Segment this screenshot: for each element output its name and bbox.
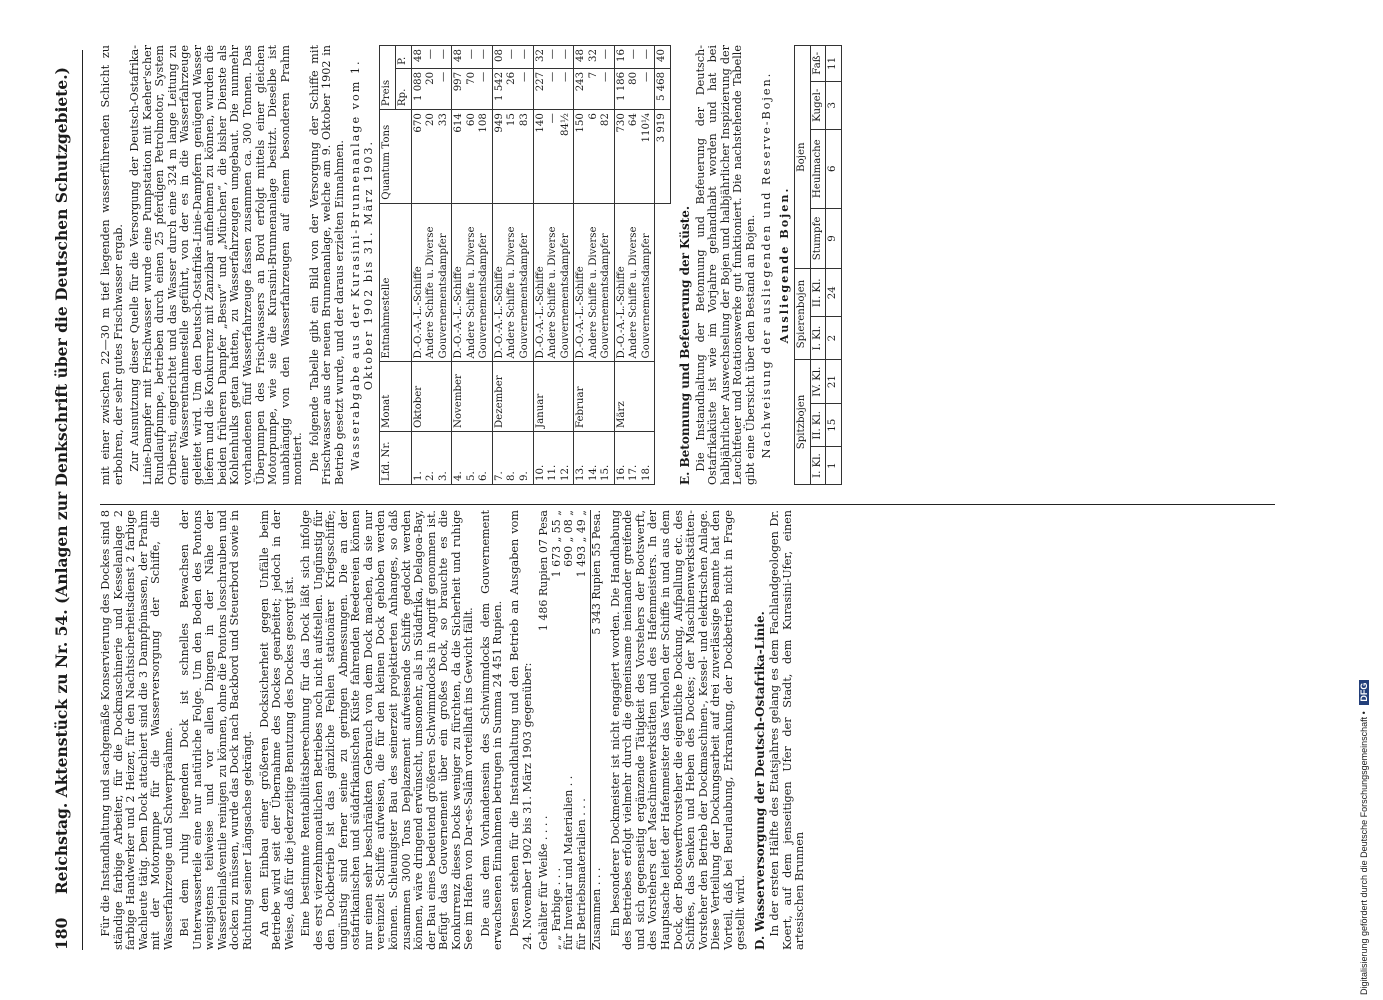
- table-row: [533, 46, 574, 485]
- buoy-count: 3: [826, 81, 842, 129]
- row-source: D.-O.-A.-L.-Schiffe Andere Schiffe u. Diverse Gouvernementsdampfer: [452, 203, 493, 362]
- row-rupees: 243 7 —: [574, 68, 615, 109]
- col-header: II. Kl.: [810, 269, 826, 317]
- expense-label: für Betriebsmaterialien . . .: [574, 798, 588, 950]
- table-title: Nachweisung der ausliegenden und Reserve-Bojen.: [760, 71, 774, 459]
- table-row: [452, 46, 493, 485]
- expense-amount: 1 673 „ 55 „: [549, 510, 563, 578]
- row-source: D.-O.-A.-L.-Schiffe Andere Schiffe u. Diverse Gouvernementsdampfer: [533, 203, 574, 362]
- paragraph: An dem Einbau einer größeren Docksicherheit gegen Unfälle beim Betriebe wird seit der Übernahme des Dockes gearbeitet; jedoch in der Weise, daß für die jederzeitige Benutzung des Dockes gesorgt ist.: [257, 510, 296, 950]
- left-column: [100, 510, 811, 950]
- row-month: Februar: [574, 362, 615, 432]
- expense-total-row: [590, 510, 604, 950]
- expense-label: für Inventar und Materialien . .: [562, 775, 576, 950]
- table-header-row: [795, 46, 811, 485]
- col-header: I. Kl.: [810, 317, 826, 360]
- row-pesa: 16 — —: [614, 46, 655, 69]
- table-row: [574, 46, 615, 485]
- col-header-tons: Quantum Tons: [380, 110, 411, 204]
- expense-amount: 690 „ 08 „: [562, 510, 576, 567]
- row-pesa: 48 32 —: [574, 46, 615, 69]
- paragraph: Zur Ausnutzung dieser Quelle für die Versorgung der Deutsch-Ostafrika-Linie-Dampfer mit Frischwasser wurde eine Pumpstation mit Kaeher'scher Rundlaufpumpe, betrieben durch einen 25 pferdigen Petrolmotor, System Oribersti, eingerichtet und das Wasser durch eine 324 m lange Leitung zu einer Wasserentnahmestelle geführt, von der es in die Wasserfahrzeuge geleitet wird. Um den Deutsch-Ostafrika-Linie-Dampfern genügend Wasser liefern und die Konkurrenz mit Zanzibar aufnehmen zu können, wurden die beiden früheren Dampfer „Besuv“ und „München“, die bisher Dienste als Kohlenhulks getan hatten, zu Wasserfahrzeugen umgebaut. Die nunmehr vorhandenen fünf Wasserfahrzeuge fassen zusammen ca. 300 Tonnen. Das Überpumpen des Frischwassers an Bord erfolgt mittels einer gleichen Motorpumpe, wie sie die Kurasini-Brunnenanlage besitzt. Dieselbe ist unabhängig von den Wasserfahrzeugen auf einem besonderen Prahm montiert.: [128, 45, 305, 485]
- row-tons: 730 64 110¼: [614, 110, 655, 204]
- credit-text: Digitalisierung gefördert durch die Deutsche Forschungsgemeinschaft •: [1359, 711, 1369, 995]
- table-row: [614, 46, 655, 485]
- row-tons: 949 15 83: [492, 110, 533, 204]
- section-heading: E. Betonnung und Befeuerung der Küste.: [677, 205, 692, 485]
- row-numbers: 16. 17. 18.: [614, 432, 655, 485]
- row-rupees: 1 186 80 —: [614, 68, 655, 109]
- buoy-table: [794, 45, 842, 485]
- buoy-count: 15: [826, 404, 842, 447]
- col-header: IV. Kl.: [810, 359, 826, 404]
- paragraph: Die folgende Tabelle gibt ein Bild von der Versorgung der Schiffe mit Frischwasser aus der neuen Brunnenanlage, welche am 9. Oktober 1902 in Betrieb gesetzt wurde, und der daraus erzielten Einnahmen.: [307, 45, 346, 485]
- row-numbers: 7. 8. 9.: [492, 432, 533, 485]
- row-numbers: 10. 11. 12.: [533, 432, 574, 485]
- paragraph: Die aus dem Vorhandensein des Schwimmdocks dem Gouvernement erwachsenen Einnahmen betrugen in Summa 24 451 Rupien.: [478, 510, 505, 950]
- digitization-credit: [1359, 10, 1377, 995]
- paragraph: Ein besonderer Dockmeister ist nicht engagiert worden. Die Handhabung des Betriebes erfolgt vielmehr durch die gemeinsame ineinander greifende und sich gegenseitig ergänzende Tätigkeit des Vorstehers der Bootswerft, des Vorstehers der Maschinenwerkstätten und des Hafenmeisters. In der Hauptsache leitet der Hafenmeister das Verholen der Schiffe in und aus dem Dock, der Bootswerftvorsteher die eigentliche Dockung, Aufpallung etc. des Schiffes, das Senken und Heben des Dockes; der Maschinenwerkstätten-Vorsteher den Betrieb der Dockmaschinen-, Kessel- und elektrischen Anlage. Diese Verteilung der Dockungsarbeit auf drei zuverlässige Beamte hat den Vorteil, daß bei Beurlaubung, Erkrankung, der Dockbetrieb nicht in Frage gestellt wird.: [608, 510, 748, 950]
- col-header: Stumpfe: [810, 208, 826, 269]
- expense-list: [538, 510, 604, 950]
- expense-amount: 1 486 Rupien 07 Pesa: [537, 510, 551, 632]
- header-rule: [82, 50, 83, 950]
- col-header-source: Entnahmestelle: [380, 203, 411, 362]
- row-month: Januar: [533, 362, 574, 432]
- water-supply-table: [379, 45, 670, 485]
- row-numbers: 13. 14. 15.: [574, 432, 615, 485]
- col-header-rupees: Rp.: [396, 68, 412, 109]
- page-header: [52, 50, 71, 950]
- row-source: D.-O.-A.-L.-Schiffe Andere Schiffe u. Diverse Gouvernementsdampfer: [574, 203, 615, 362]
- expense-label: „ „ Farbige . . .: [549, 867, 563, 950]
- row-numbers: 4. 5. 6.: [452, 432, 493, 485]
- total-rupees: 5 468: [655, 68, 671, 109]
- running-title: Reichstag. Aktenstück zu Nr. 54. (Anlagen zur Denkschrift über die Deutschen Schutzgebiete.): [52, 67, 71, 895]
- table-header-row: [810, 46, 826, 485]
- row-pesa: 32 — —: [533, 46, 574, 69]
- row-source: D.-O.-A.-L.-Schiffe Andere Schiffe u. Diverse Gouvernementsdampfer: [614, 203, 655, 362]
- col-header-pesa: P.: [396, 46, 412, 69]
- col-header-nr: Lfd. Nr.: [380, 432, 411, 485]
- row-tons: 614 60 108: [452, 110, 493, 204]
- buoy-count: 9: [826, 208, 842, 269]
- row-pesa: 08 — —: [492, 46, 533, 69]
- col-header: II. Kl.: [810, 404, 826, 447]
- table-row: [492, 46, 533, 485]
- expense-row: [576, 510, 589, 950]
- expense-row: [563, 510, 576, 950]
- col-header: Kugel-: [810, 81, 826, 129]
- row-month: Oktober: [411, 362, 452, 432]
- expense-total-amount: 5 343 Rupien 55 Pesa.: [590, 510, 604, 635]
- row-month: November: [452, 362, 493, 432]
- buoy-count: 2: [826, 317, 842, 360]
- paragraph: Für die Instandhaltung und sachgemäße Konservierung des Dockes sind 8 ständige farbige Arbeiter, für die Dockmaschinerie und Kesselanlage 2 farbige Handwerker und 2 Heizer, für den Nachtsicherheitsdienst 2 farbige Wachleute tätig. Dem Dock attachiert sind die 3 Dampfpinassen, der Prahm mit der Motorpumpe für die Wasserversorgung der Schiffe, die Wasserfahrzeuge und Schwerpräahme.: [99, 510, 175, 950]
- buoy-count: 21: [826, 359, 842, 404]
- paragraph: Eine bestimmte Rentabilitätsberechnung für das Dock läßt sich infolge des erst vierzehnmonatlichen Betriebes noch nicht aufstellen. Ungünstig für den Dockbetrieb ist das gänzliche Fehlen stationärer Kriegsschiffe; ungünstig sind ferner seine zu geringen Abmessungen. Die an der ostafrikanischen und südafrikanischen Küste fahrenden Reedereien können nur einen sehr beschränkten Gebrauch von dem Dock machen, da sie nur vereinzelt Schiffe aufweisen, die für den kleinen Dock gehoben werden können. Schleunigster Bau des seinerzeit projektierten Anhanges, so daß zusammen 3000 Tons Deplazement aufweisende Schiffe gedockt werden können, wäre dringend erwünscht, umsomehr, als in Südafrika, Delagoa-Bay, der Bau eines bedeutend größeren Schwimmdocks in Angriff genommen ist. Befügt das Gouvernement über ein großes Dock, so brauchte es die Konkurrenz dieses Docks weniger zu fürchten, da die Sicherheit und ruhige See im Hafen von Dar-es-Salâm vorteilhaft ins Gewicht fällt.: [299, 510, 476, 950]
- total-pesa: 40: [655, 46, 671, 69]
- table-title: Wasserabgabe aus der Kurasini-Brunnenanlage vom 1. Oktober 1902 bis 31. März 1903.: [349, 59, 375, 471]
- table-row: [411, 46, 452, 485]
- row-pesa: 48 — —: [452, 46, 493, 69]
- table-total-row: [655, 46, 671, 485]
- col-header-month: Monat: [380, 362, 411, 432]
- table-row: [826, 46, 842, 485]
- expense-row: [538, 510, 551, 950]
- row-rupees: 997 70 —: [452, 68, 493, 109]
- total-spacer: [655, 203, 671, 484]
- buoy-count: 6: [826, 129, 842, 208]
- column-rule: [100, 504, 1275, 505]
- col-header-price: Preis: [380, 46, 396, 110]
- dfg-logo: DFG: [1359, 680, 1369, 705]
- group-header-spitzbojen: Spitzbojen: [795, 359, 811, 484]
- total-tons: 3 919: [655, 110, 671, 204]
- expense-label: Gehälter für Weiße . . . .: [537, 815, 551, 950]
- row-rupees: 1 542 26 —: [492, 68, 533, 109]
- group-header-bojen: Bojen: [795, 46, 811, 269]
- expense-total-label: Zusammen . . .: [590, 867, 604, 950]
- col-header: I. Kl.: [810, 447, 826, 485]
- right-column: [100, 45, 842, 485]
- group-header-spierenbojen: Spierenbojen: [795, 269, 811, 360]
- row-tons: 670 20 33: [411, 110, 452, 204]
- paragraph: mit einer zwischen 22—30 m tief liegenden wasserführenden Schicht zu erbohren, der sehr gutes Frischwasser ergab.: [99, 45, 125, 485]
- row-source: D.-O.-A.-L.-Schiffe Andere Schiffe u. Diverse Gouvernementsdampfer: [411, 203, 452, 362]
- buoy-count: 1: [826, 447, 842, 485]
- row-rupees: 227 — —: [533, 68, 574, 109]
- table-header-row: [380, 46, 396, 485]
- row-month: Dezember: [492, 362, 533, 432]
- col-header: Heulmache: [810, 129, 826, 208]
- table-subtitle: Ausliegende Bojen.: [776, 186, 791, 344]
- row-tons: 140 — 84½: [533, 110, 574, 204]
- buoy-count: 11: [826, 46, 842, 82]
- row-pesa: 48 — —: [411, 46, 452, 69]
- paragraph: Die Instandhaltung der Betonnung und Befeuerung der Deutsch-Ostafrikaküste ist wie im Vorjahre gehandhabt worden und hat bei halbjährlicher Auswechselung der Bojen und halbjährlicher Inspizierung der Leuchtfeuer und Rotationswerke gut funktioniert. Die nachstehende Tabelle gibt eine Übersicht über den Bestand an Bojen.: [693, 45, 757, 485]
- section-heading: D. Wasserversorgung der Deutsch-Ostafrika-Linie.: [752, 611, 767, 950]
- row-month: März: [614, 362, 655, 432]
- page-number: 180: [52, 917, 71, 950]
- paragraph: Bei dem ruhig liegenden Dock ist schnelles Bewachsen der Unterwasserteile eine nur natürliche Folge. Um den Boden des Pontons wenigstens teilweise und vor allen Dingen in der Nähe der Wasserleinlaßventile reinigen zu können, ohne die Pontons losschrauben und docken zu müssen, wurde das Dock nach Backbord und Steuerbord sowie in Richtung seiner Längsachse gekrängt.: [178, 510, 255, 950]
- row-numbers: 1. 2. 3.: [411, 432, 452, 485]
- row-rupees: 1 088 20 —: [411, 68, 452, 109]
- col-header: Faß-: [810, 46, 826, 82]
- row-tons: 150 6 82: [574, 110, 615, 204]
- paragraph: In der ersten Hälfte des Etatsjahres gelang es dem Fachlandgeologen Dr. Koert, auf dem jenseitigen Ufer der Stadt, dem Kurasini-Ufer, einen artesischen Brunnen: [768, 510, 807, 950]
- paragraph: Diesen stehen für die Instandhaltung und den Betrieb an Ausgaben vom 24. November 1902 bis 31. März 1903 gegenüber:: [507, 510, 534, 950]
- expense-amount: 1 493 „ 49 „: [574, 510, 588, 578]
- row-source: D.-O.-A.-L.-Schiffe Andere Schiffe u. Diverse Gouvernementsdampfer: [492, 203, 533, 362]
- buoy-count: 24: [826, 269, 842, 317]
